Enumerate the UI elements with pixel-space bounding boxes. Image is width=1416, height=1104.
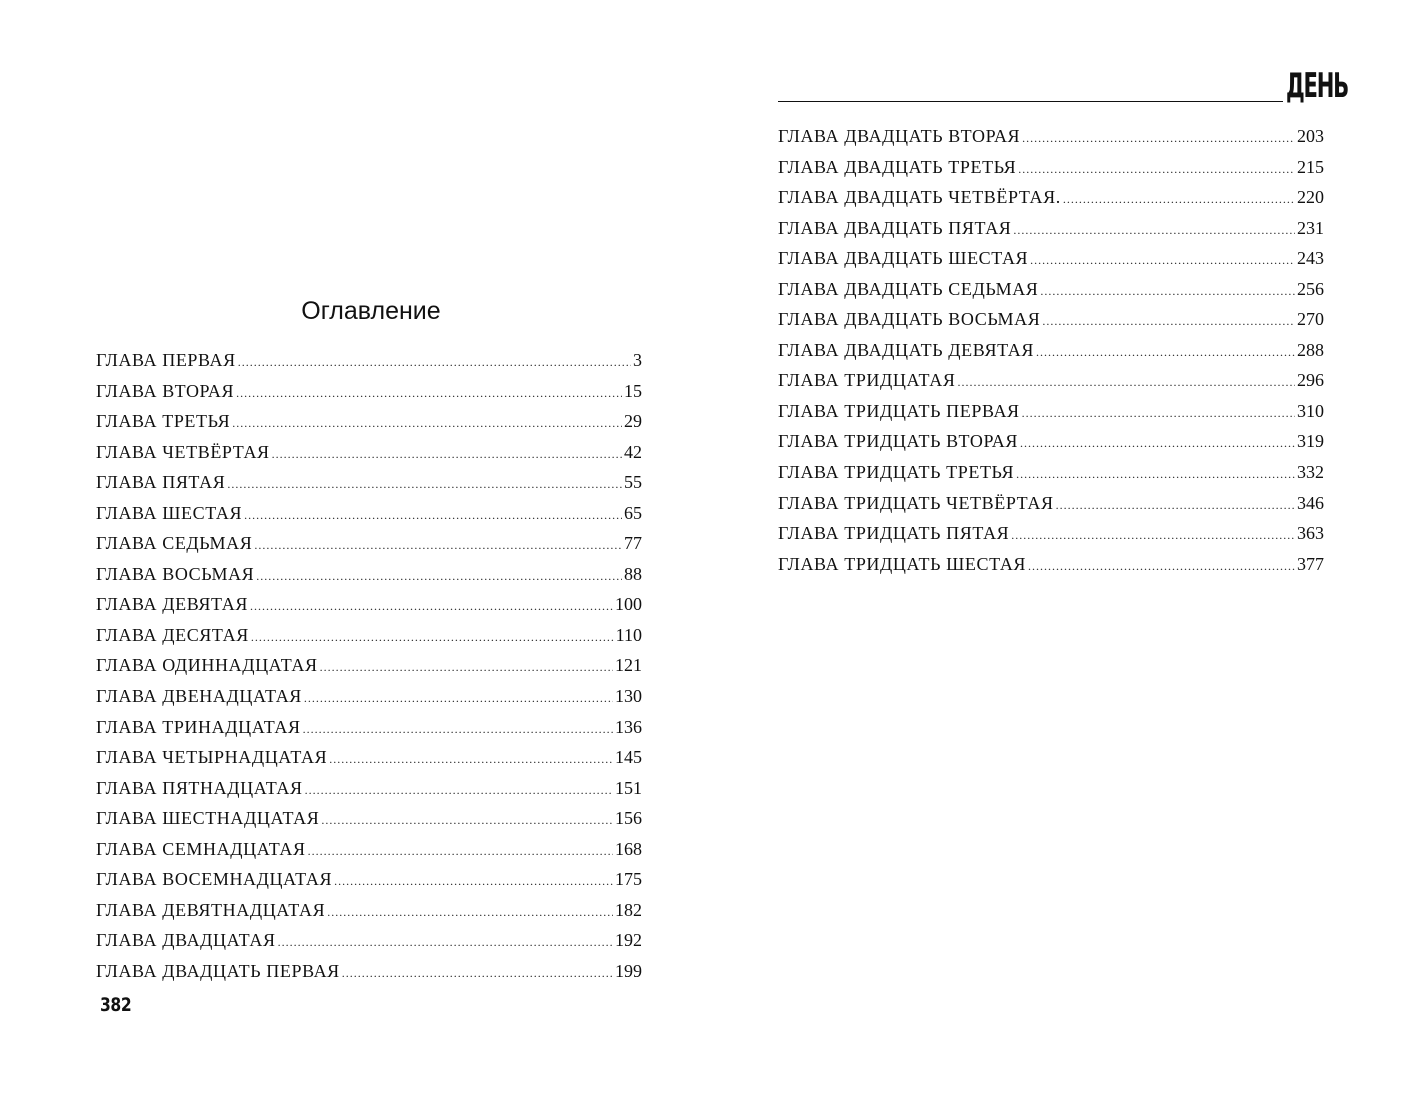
toc-entry[interactable]: [96, 650, 642, 681]
toc-list-right: [778, 121, 1324, 579]
toc-leader-dots: [1056, 490, 1295, 521]
toc-leader-dots: [1022, 123, 1295, 154]
toc-entry-page: 215: [1297, 156, 1324, 177]
toc-entry-page: 151: [615, 777, 642, 798]
toc-entry-page: 199: [615, 960, 642, 981]
toc-entry[interactable]: [778, 152, 1324, 183]
toc-entry-label: ГЛАВА ТРИДЦАТЬ ПЕРВАЯ: [778, 400, 1020, 421]
toc-entry[interactable]: [96, 864, 642, 895]
toc-entry[interactable]: [96, 620, 642, 651]
toc-leader-dots: [232, 408, 622, 439]
toc-leader-dots: [308, 836, 613, 867]
toc-entry[interactable]: [96, 437, 642, 468]
toc-entry-page: 15: [624, 380, 642, 401]
toc-leader-dots: [303, 714, 613, 745]
toc-entry[interactable]: [96, 742, 642, 773]
toc-entry-label: ГЛАВА ТРИДЦАТЬ ШЕСТАЯ: [778, 553, 1027, 574]
toc-entry[interactable]: [96, 773, 642, 804]
toc-entry-page: 121: [615, 655, 642, 676]
toc-entry[interactable]: [96, 345, 642, 376]
toc-leader-dots: [1020, 428, 1295, 459]
toc-entry-page: 288: [1297, 339, 1324, 360]
toc-entry-page: 192: [615, 930, 642, 951]
toc-entry-label: ГЛАВА ДВАДЦАТЬ ЧЕТВЁРТАЯ.: [778, 187, 1061, 208]
toc-leader-dots: [278, 927, 613, 958]
toc-entry-label: ГЛАВА ДЕСЯТАЯ: [96, 624, 249, 645]
toc-entry-label: ГЛАВА ДВАДЦАТЬ ШЕСТАЯ: [778, 248, 1029, 269]
toc-leader-dots: [244, 500, 622, 531]
toc-entry-label: ГЛАВА ТРИДЦАТЬ ПЯТАЯ: [778, 523, 1010, 544]
toc-leader-dots: [957, 367, 1295, 398]
toc-entry-label: ГЛАВА ТРИДЦАТАЯ: [778, 370, 956, 391]
toc-leader-dots: [329, 744, 613, 775]
toc-leader-dots: [305, 775, 613, 806]
toc-entry-page: 220: [1297, 187, 1324, 208]
toc-leader-dots: [327, 897, 613, 928]
toc-entry-page: 136: [615, 716, 642, 737]
toc-entry-page: 296: [1297, 370, 1324, 391]
toc-title: Оглавление: [301, 297, 441, 325]
toc-entry-label: ГЛАВА СЕМНАДЦАТАЯ: [96, 838, 306, 859]
toc-leader-dots: [1030, 245, 1295, 276]
toc-entry-page: 243: [1297, 248, 1324, 269]
page-number: 382: [100, 994, 132, 1016]
toc-entry[interactable]: [778, 274, 1324, 305]
toc-entry-page: 110: [615, 624, 642, 645]
toc-entry[interactable]: [778, 121, 1324, 152]
toc-entry-label: ГЛАВА ШЕСТНАДЦАТАЯ: [96, 808, 320, 829]
toc-entry[interactable]: [96, 834, 642, 865]
toc-entry[interactable]: [96, 467, 642, 498]
toc-entry-label: ГЛАВА ТРИДЦАТЬ ВТОРАЯ: [778, 431, 1018, 452]
toc-entry-label: ГЛАВА ДВАДЦАТЬ ВТОРАЯ: [778, 126, 1021, 146]
toc-entry-label: ГЛАВА ПЯТАЯ: [96, 472, 226, 493]
toc-entry[interactable]: [96, 528, 642, 559]
toc-entry-page: 77: [624, 533, 642, 554]
toc-entry-label: ГЛАВА ПЕРВАЯ: [96, 350, 236, 370]
toc-entry-label: ГЛАВА ПЯТНАДЦАТАЯ: [96, 777, 303, 798]
toc-entry[interactable]: [96, 712, 642, 743]
toc-leader-dots: [1042, 306, 1295, 337]
toc-entry[interactable]: [778, 182, 1324, 213]
toc-entry-page: 42: [624, 441, 642, 462]
toc-entry-label: ГЛАВА ДЕВЯТНАДЦАТАЯ: [96, 899, 326, 920]
toc-entry[interactable]: [96, 498, 642, 529]
toc-leader-dots: [1022, 398, 1295, 429]
toc-entry-label: ГЛАВА ШЕСТАЯ: [96, 502, 243, 523]
toc-entry-label: ГЛАВА СЕДЬМАЯ: [96, 533, 253, 554]
toc-entry[interactable]: [778, 549, 1324, 580]
toc-entry[interactable]: [778, 335, 1324, 366]
toc-leader-dots: [321, 805, 613, 836]
toc-entry-page: 88: [624, 563, 642, 584]
toc-entry[interactable]: [778, 213, 1324, 244]
toc-entry-page: 270: [1297, 309, 1324, 330]
toc-entry[interactable]: [96, 956, 642, 987]
toc-entry-page: 130: [615, 686, 642, 707]
toc-entry-label: ГЛАВА ДВАДЦАТАЯ: [96, 930, 276, 951]
toc-leader-dots: [238, 347, 631, 378]
toc-entry-label: ГЛАВА ДВАДЦАТЬ ПЕРВАЯ: [96, 960, 340, 981]
toc-entry-page: 3: [633, 350, 642, 370]
toc-entry[interactable]: [96, 376, 642, 407]
toc-leader-dots: [236, 378, 622, 409]
running-head: ДЕНЬ: [1286, 66, 1348, 106]
toc-leader-dots: [1016, 459, 1295, 490]
toc-entry[interactable]: [778, 426, 1324, 457]
toc-leader-dots: [1028, 551, 1295, 582]
running-head-rule: [778, 101, 1283, 102]
toc-entry-label: ГЛАВА ОДИННАДЦАТАЯ: [96, 655, 318, 676]
toc-entry-page: 182: [615, 899, 642, 920]
toc-entry[interactable]: [778, 518, 1324, 549]
toc-entry-label: ГЛАВА ДЕВЯТАЯ: [96, 594, 248, 615]
toc-entry-page: 256: [1297, 278, 1324, 299]
toc-leader-dots: [256, 561, 622, 592]
toc-leader-dots: [1011, 520, 1295, 551]
toc-leader-dots: [342, 958, 613, 989]
toc-leader-dots: [251, 622, 614, 653]
toc-leader-dots: [1040, 276, 1295, 307]
toc-leader-dots: [334, 866, 613, 897]
toc-entry-page: 203: [1297, 126, 1324, 146]
toc-entry-page: 100: [615, 594, 642, 615]
toc-entry-page: 65: [624, 502, 642, 523]
right-page: [708, 0, 1416, 1104]
toc-entry-label: ГЛАВА ЧЕТВЁРТАЯ: [96, 441, 270, 462]
toc-leader-dots: [320, 652, 613, 683]
toc-leader-dots: [254, 530, 622, 561]
toc-entry-label: ГЛАВА ДВАДЦАТЬ СЕДЬМАЯ: [778, 278, 1039, 299]
toc-leader-dots: [1036, 337, 1295, 368]
toc-entry-label: ГЛАВА ТРИДЦАТЬ ЧЕТВЁРТАЯ: [778, 492, 1054, 513]
toc-entry-page: 346: [1297, 492, 1324, 513]
toc-entry-page: 29: [624, 411, 642, 432]
toc-entry-label: ГЛАВА ВОСЕМНАДЦАТАЯ: [96, 869, 333, 890]
toc-leader-dots: [272, 439, 622, 470]
toc-leader-dots: [1063, 184, 1295, 215]
toc-entry-label: ГЛАВА ТРИНАДЦАТАЯ: [96, 716, 301, 737]
toc-entry-label: ГЛАВА ВОСЬМАЯ: [96, 563, 255, 584]
toc-entry-page: 377: [1297, 553, 1324, 574]
toc-list-left: [96, 345, 642, 986]
toc-entry-page: 363: [1297, 523, 1324, 544]
toc-entry-label: ГЛАВА ДВЕНАДЦАТАЯ: [96, 686, 302, 707]
toc-entry[interactable]: [96, 406, 642, 437]
toc-entry-label: ГЛАВА ЧЕТЫРНАДЦАТАЯ: [96, 747, 328, 768]
toc-entry[interactable]: [96, 559, 642, 590]
toc-entry-page: 231: [1297, 217, 1324, 238]
toc-entry[interactable]: [778, 457, 1324, 488]
toc-leader-dots: [1013, 215, 1295, 246]
toc-entry[interactable]: [778, 243, 1324, 274]
toc-entry[interactable]: [778, 488, 1324, 519]
toc-entry[interactable]: [778, 396, 1324, 427]
toc-entry-page: 332: [1297, 462, 1324, 483]
toc-entry[interactable]: [96, 895, 642, 926]
toc-entry-page: 310: [1297, 400, 1324, 421]
toc-entry[interactable]: [778, 304, 1324, 335]
toc-entry[interactable]: [96, 803, 642, 834]
toc-entry-page: 156: [615, 808, 642, 829]
toc-entry-page: 145: [615, 747, 642, 768]
toc-entry[interactable]: [96, 925, 642, 956]
toc-leader-dots: [304, 683, 613, 714]
toc-entry-page: 175: [615, 869, 642, 890]
toc-entry-page: 55: [624, 472, 642, 493]
toc-entry[interactable]: [96, 589, 642, 620]
toc-entry-label: ГЛАВА ДВАДЦАТЬ ТРЕТЬЯ: [778, 156, 1017, 177]
toc-entry-label: ГЛАВА ВТОРАЯ: [96, 380, 235, 401]
toc-leader-dots: [1018, 154, 1295, 185]
toc-entry-page: 319: [1297, 431, 1324, 452]
toc-leader-dots: [227, 469, 622, 500]
toc-entry-label: ГЛАВА ДВАДЦАТЬ ПЯТАЯ: [778, 217, 1012, 238]
toc-entry-label: ГЛАВА ДВАДЦАТЬ ВОСЬМАЯ: [778, 309, 1041, 330]
toc-entry[interactable]: [778, 365, 1324, 396]
toc-entry-page: 168: [615, 838, 642, 859]
toc-entry-label: ГЛАВА ТРЕТЬЯ: [96, 411, 231, 432]
toc-entry-label: ГЛАВА ТРИДЦАТЬ ТРЕТЬЯ: [778, 462, 1015, 483]
toc-leader-dots: [250, 591, 613, 622]
toc-entry-label: ГЛАВА ДВАДЦАТЬ ДЕВЯТАЯ: [778, 339, 1034, 360]
toc-entry[interactable]: [96, 681, 642, 712]
